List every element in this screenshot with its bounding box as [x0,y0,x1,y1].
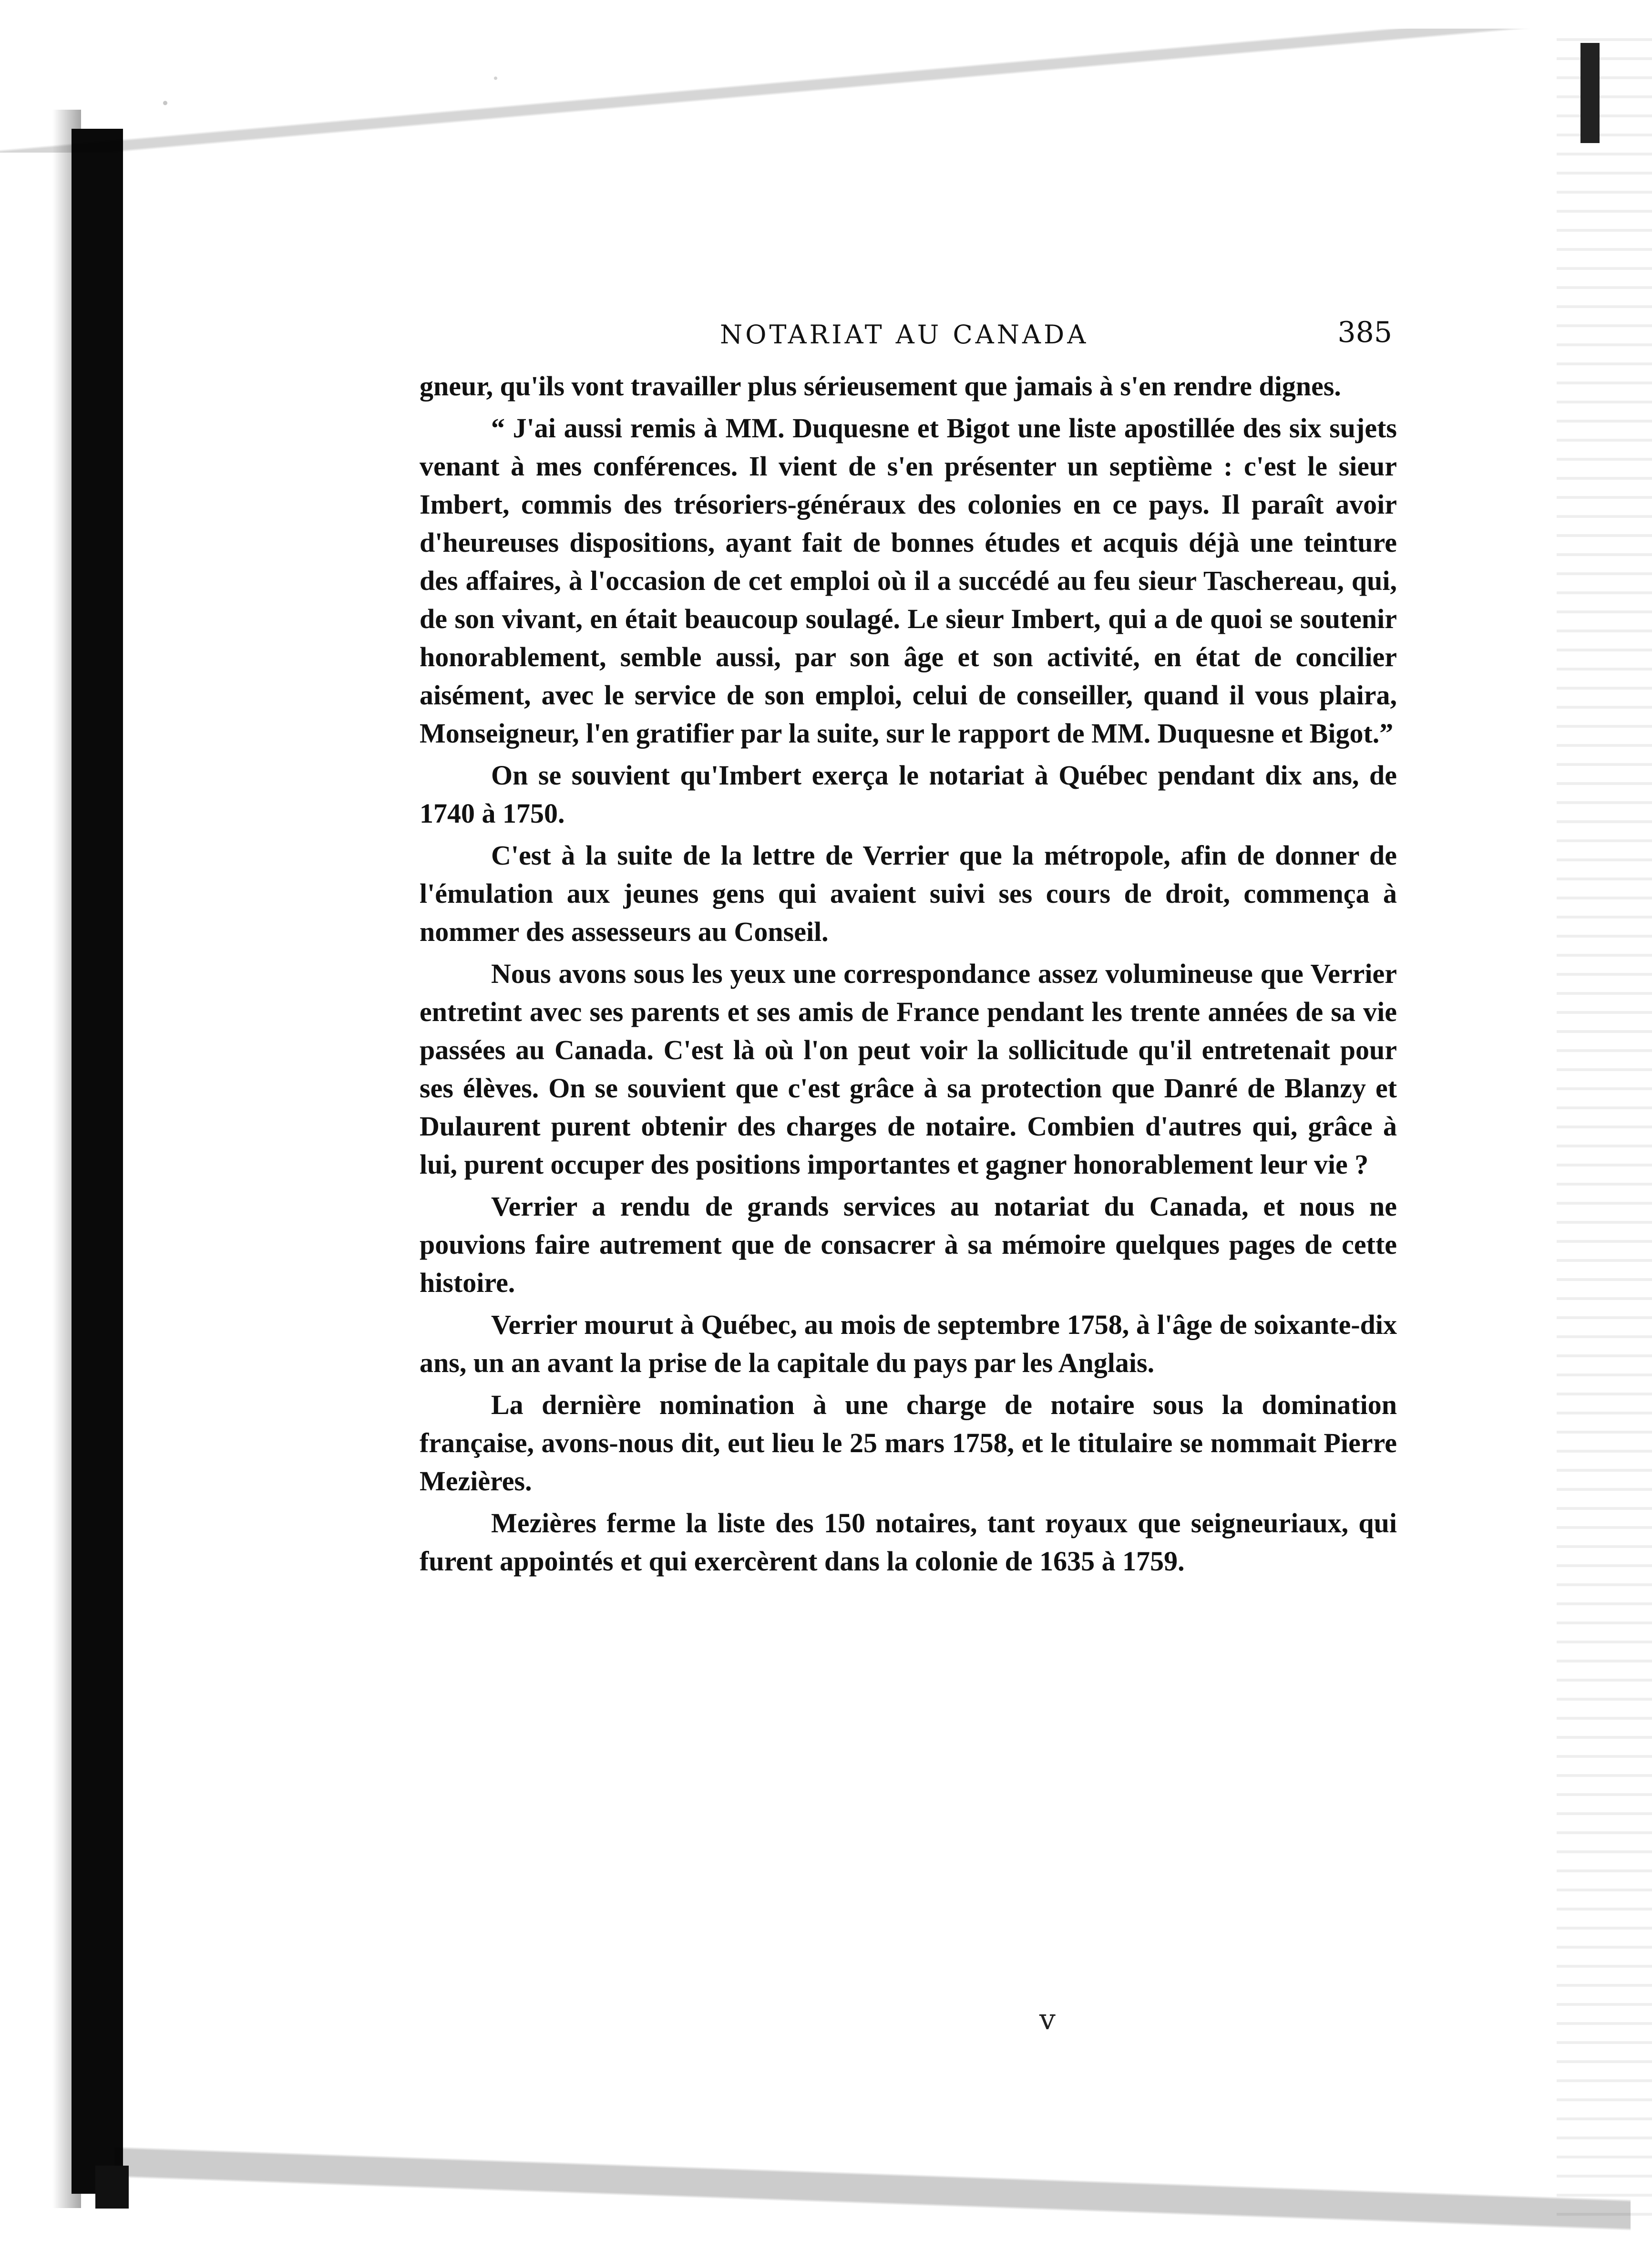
paragraph: On se souvient qu'Imbert exerça le notariat à Québec pendant dix ans, de 1740 à 1750. [420,760,1397,829]
catchmark: v [1039,2003,1056,2036]
paragraph: Mezières ferme la liste des 150 notaires, tant royaux que seigneuriaux, qui furent appointés et qui exercèrent dans la colonie de 1635 à 1759. [420,1507,1397,1577]
paragraph: Nous avons sous les yeux une correspondance assez volumineuse que Verrier entretint avec ses parents et ses amis de France pendant les trente années de sa vie passées au Canada. C'est là où l'on peut voir la sollicitude qu'il entretenait pour ses élèves. On se souvient que c'est grâce à sa protection que Danré de Blanzy et Dulaurent purent obtenir des charges de notaire. Combien d'autres qui, grâce à lui, purent occuper des positions importantes et gagner honorablement leur vie ? [420,958,1397,1180]
scan-corner-mark-bottom [95,2166,129,2209]
paragraph: gneur, qu'ils vont travailler plus sérieusement que jamais à s'en rendre dignes. [420,371,1341,402]
book-page [420,310,1397,1584]
paragraph: Verrier mourut à Québec, au mois de septembre 1758, à l'âge de soixante-dix ans, un an avant la prise de la capitale du pays par les Anglais. [420,1309,1397,1378]
running-title: NOTARIAT AU CANADA [720,320,1089,350]
scan-noise-bottom [114,2142,1631,2232]
scan-corner-mark [1580,43,1600,143]
scan-noise-right [1557,38,1652,2232]
paragraph: La dernière nomination à une charge de notaire sous la domination française, avons-nous dit, eut lieu le 25 mars 1758, et le titulaire se nommait Pierre Mezières. [420,1389,1397,1497]
body-text [420,367,1397,1580]
page-number: 385 [1337,316,1392,349]
binding-edge [72,129,123,2194]
page-header [420,310,1397,362]
scan-noise-top [0,29,1652,153]
paragraph: “ J'ai aussi remis à MM. Duquesne et Bigot une liste apostillée des six sujets venant à mes conférences. Il vient de s'en présenter un septième : c'est le sieur Imbert, commis des trésoriers-généraux des colonies en ce pays. Il paraît avoir d'heureuses dispositions, ayant fait de bonnes études et acquis déjà une teinture des affaires, à l'occasion de cet emploi où il a succédé au feu sieur Taschereau, qui, de son vivant, en était beaucoup soulagé. Le sieur Imbert, qui a de quoi se soutenir honorablement, semble aussi, par son âge et son activité, en état de concilier aisément, avec le service de son emploi, celui de conseiller, quand il vous plaira, Monseigneur, l'en gratifier par la suite, sur le rapport de MM. Duquesne et Bigot.” [420,413,1397,749]
paragraph: C'est à la suite de la lettre de Verrier que la métropole, afin de donner de l'émulation aux jeunes gens qui avaient suivi ses cours de droit, commença à nommer des assesseurs au Conseil. [420,840,1397,947]
paragraph: Verrier a rendu de grands services au notariat du Canada, et nous ne pouvions faire autrement que de consacrer à sa mémoire quelques pages de cette histoire. [420,1191,1397,1298]
